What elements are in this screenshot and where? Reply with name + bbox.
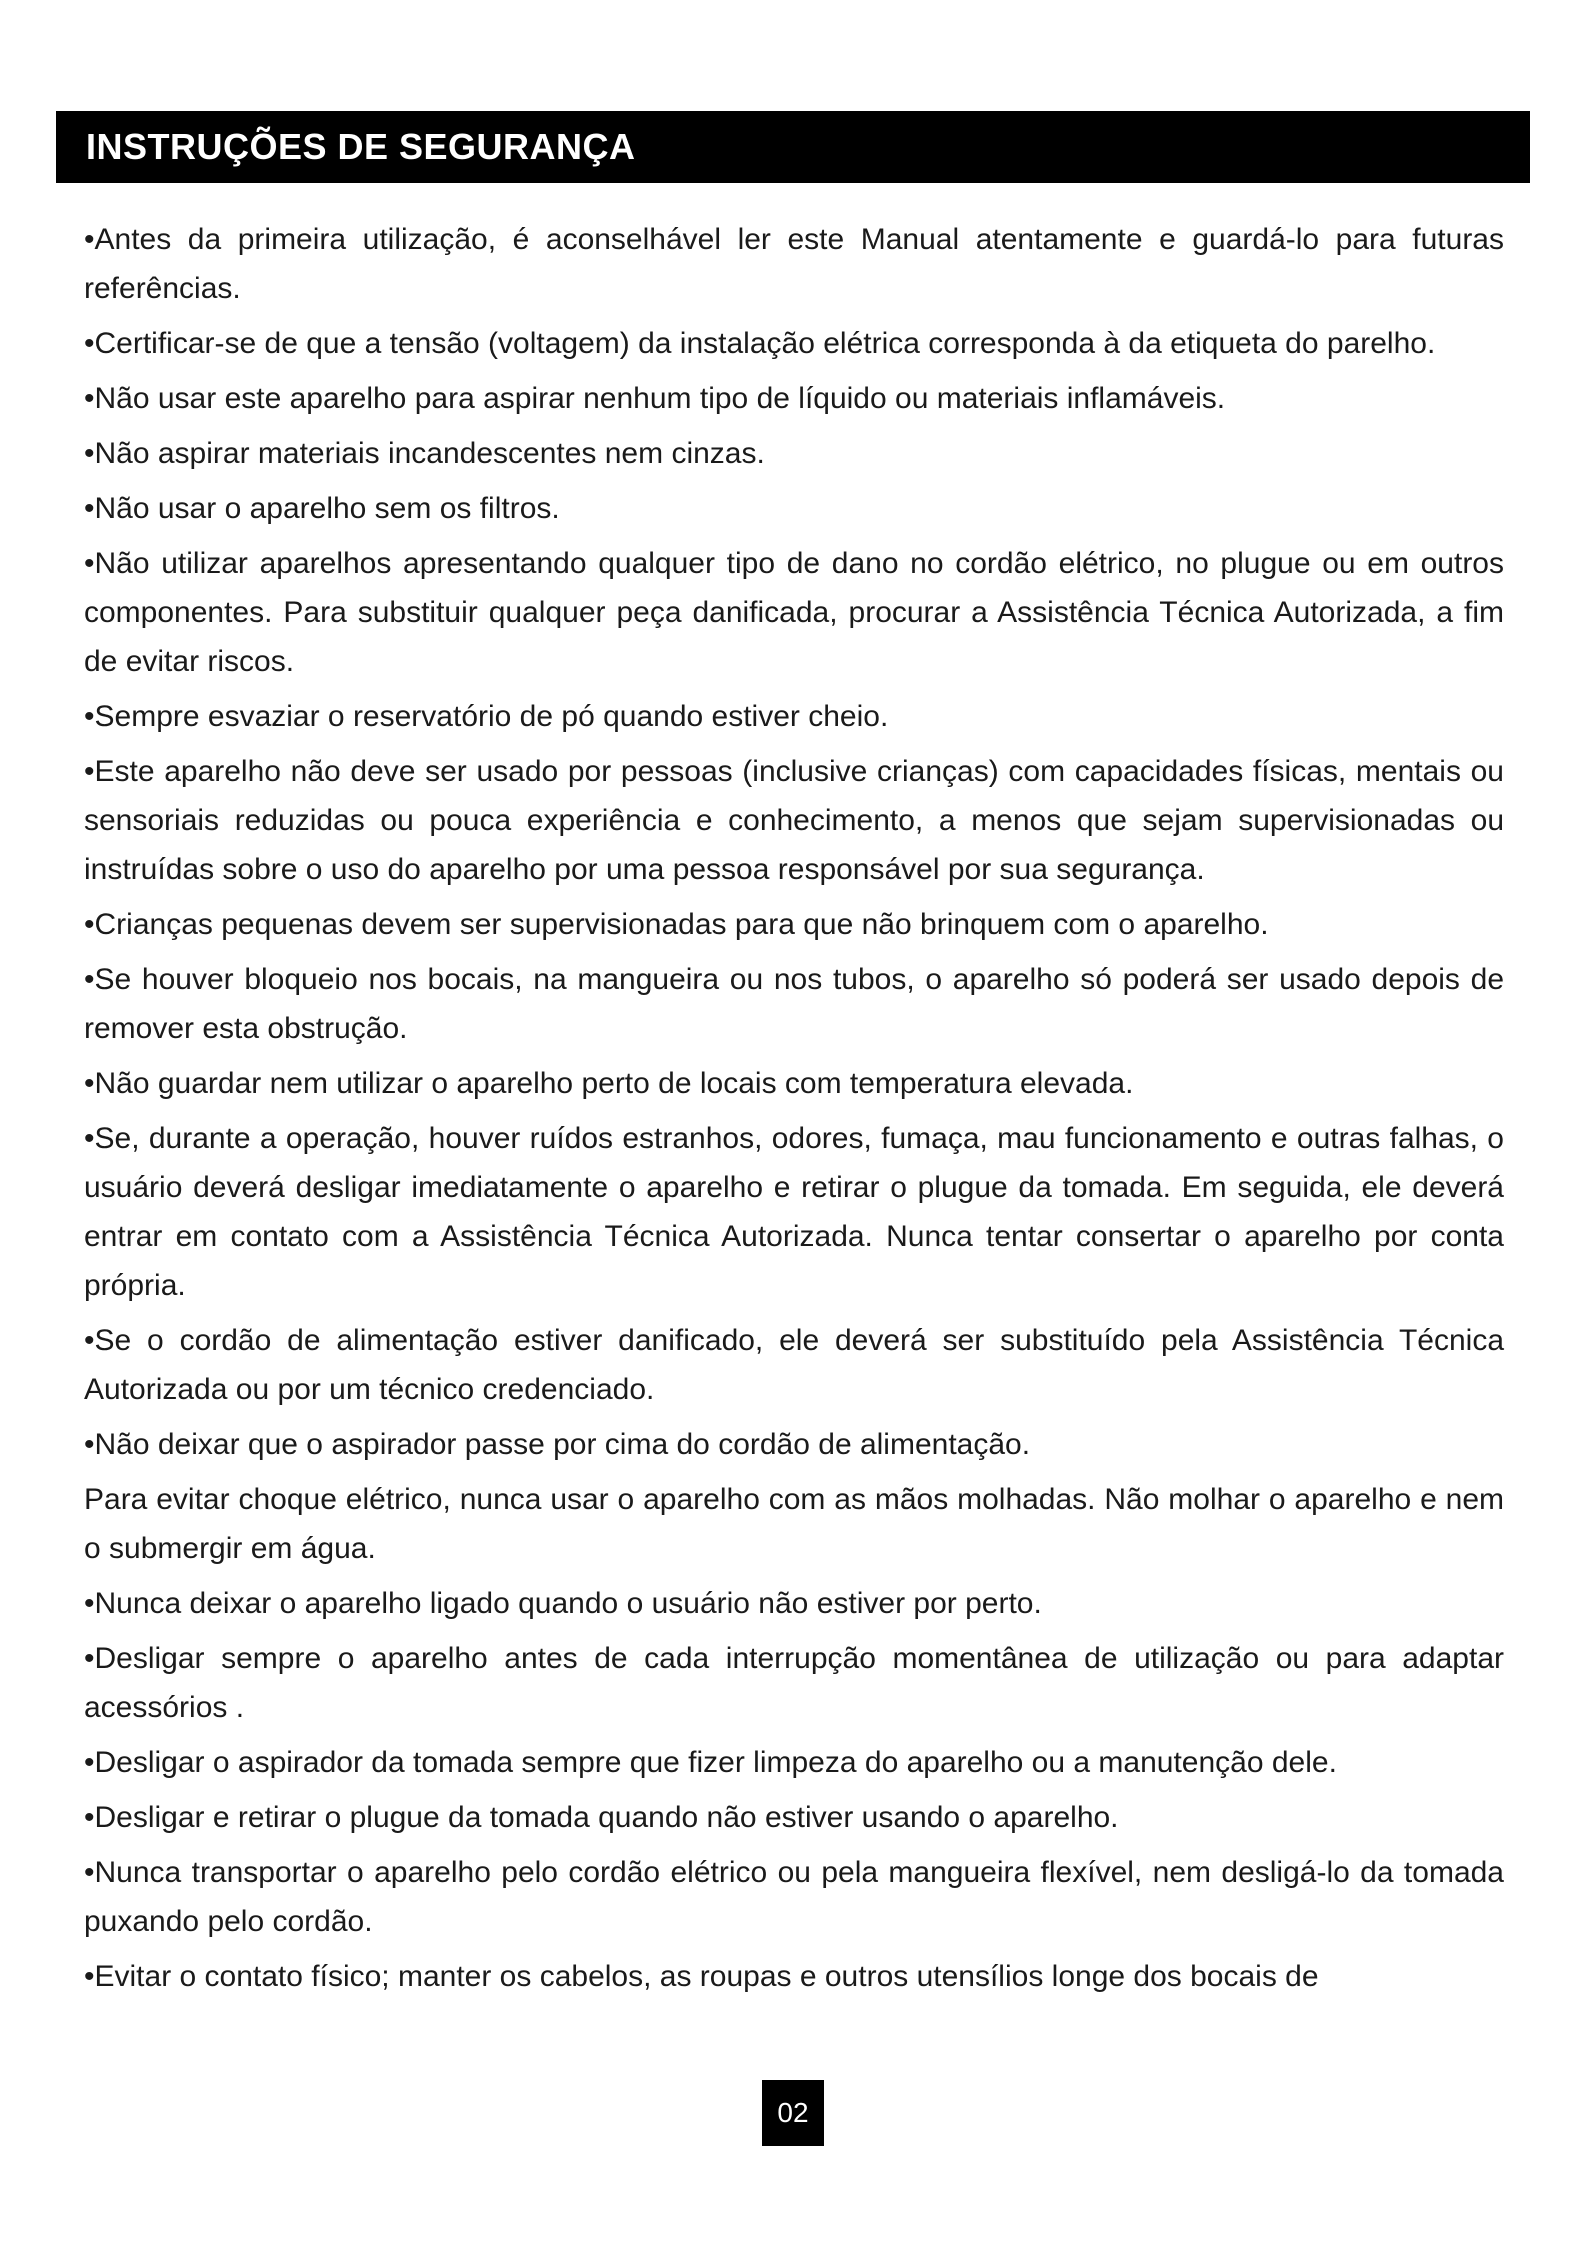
instruction-paragraph: •Crianças pequenas devem ser supervisionadas para que não brinquem com o aparelho. bbox=[84, 908, 1269, 941]
safety-instructions-list bbox=[84, 215, 1504, 2007]
page-number: 02 bbox=[762, 2080, 824, 2146]
instruction-paragraph: Para evitar choque elétrico, nunca usar o aparelho com as mãos molhadas. Não molhar o aparelho e nem o submergir em água. bbox=[84, 1483, 1504, 1565]
instruction-paragraph: •Antes da primeira utilização, é aconselhável ler este Manual atentamente e guardá-lo para futuras referências. bbox=[84, 223, 1504, 305]
instruction-paragraph: •Se houver bloqueio nos bocais, na mangueira ou nos tubos, o aparelho só poderá ser usado depois de remover esta obstrução. bbox=[84, 963, 1504, 1045]
instruction-paragraph: •Desligar o aspirador da tomada sempre que fizer limpeza do aparelho ou a manutenção dele. bbox=[84, 1746, 1337, 1779]
section-header bbox=[56, 111, 1530, 183]
instruction-paragraph: •Evitar o contato físico; manter os cabelos, as roupas e outros utensílios longe dos bocais de bbox=[84, 1960, 1319, 1993]
instruction-paragraph: •Nunca transportar o aparelho pelo cordão elétrico ou pela mangueira flexível, nem desligá-lo da tomada puxando pelo cordão. bbox=[84, 1856, 1504, 1938]
instruction-paragraph: •Não usar este aparelho para aspirar nenhum tipo de líquido ou materiais inflamáveis. bbox=[84, 382, 1226, 415]
instruction-paragraph: •Se, durante a operação, houver ruídos estranhos, odores, fumaça, mau funcionamento e outras falhas, o usuário deverá desligar imediatamente o aparelho e retirar o plugue da tomada. Em seguida, ele deverá entrar em contato com a Assistência Técnica Autorizada. Nunca tentar consertar o aparelho por conta própria. bbox=[84, 1122, 1504, 1302]
instruction-paragraph: •Se o cordão de alimentação estiver danificado, ele deverá ser substituído pela Assistência Técnica Autorizada ou por um técnico credenciado. bbox=[84, 1324, 1504, 1406]
instruction-paragraph: •Desligar sempre o aparelho antes de cada interrupção momentânea de utilização ou para adaptar acessórios . bbox=[84, 1642, 1504, 1724]
instruction-paragraph: •Não deixar que o aspirador passe por cima do cordão de alimentação. bbox=[84, 1428, 1031, 1461]
instruction-paragraph: •Certificar-se de que a tensão (voltagem) da instalação elétrica corresponda à da etiqueta do parelho. bbox=[84, 327, 1436, 360]
instruction-paragraph: •Nunca deixar o aparelho ligado quando o usuário não estiver por perto. bbox=[84, 1587, 1042, 1620]
instruction-paragraph: •Este aparelho não deve ser usado por pessoas (inclusive crianças) com capacidades físicas, mentais ou sensoriais reduzidas ou pouca experiência e conhecimento, a menos que sejam supervisionadas ou instruídas sobre o uso do aparelho por uma pessoa responsável por sua segurança. bbox=[84, 755, 1504, 886]
instruction-paragraph: •Sempre esvaziar o reservatório de pó quando estiver cheio. bbox=[84, 700, 889, 733]
instruction-paragraph: •Não utilizar aparelhos apresentando qualquer tipo de dano no cordão elétrico, no plugue ou em outros componentes. Para substituir qualquer peça danificada, procurar a Assistência Técnica Autorizada, a fim de evitar riscos. bbox=[84, 547, 1504, 678]
section-title: INSTRUÇÕES DE SEGURANÇA bbox=[86, 126, 636, 167]
instruction-paragraph: •Não aspirar materiais incandescentes nem cinzas. bbox=[84, 437, 765, 470]
instruction-paragraph: •Não guardar nem utilizar o aparelho perto de locais com temperatura elevada. bbox=[84, 1067, 1134, 1100]
instruction-paragraph: •Não usar o aparelho sem os filtros. bbox=[84, 492, 560, 525]
instruction-paragraph: •Desligar e retirar o plugue da tomada quando não estiver usando o aparelho. bbox=[84, 1801, 1119, 1834]
